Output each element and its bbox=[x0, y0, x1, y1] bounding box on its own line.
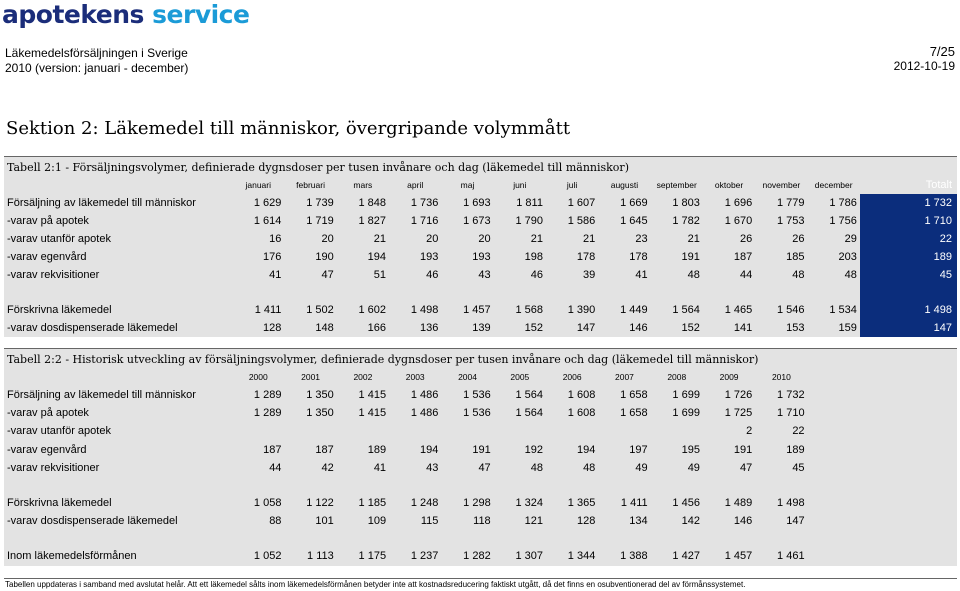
row-label: Försäljning av läkemedel till människor bbox=[4, 194, 232, 212]
row-blank bbox=[808, 547, 957, 565]
cell-value: 1 753 bbox=[755, 212, 807, 230]
table2-header-row bbox=[4, 368, 957, 386]
cell-value: 194 bbox=[337, 248, 389, 266]
month-header: maj bbox=[441, 176, 493, 194]
spacer bbox=[4, 530, 957, 547]
cell-value: 1 564 bbox=[651, 301, 703, 319]
header-blank bbox=[4, 176, 232, 194]
table2-title-row bbox=[4, 349, 957, 368]
year-header: 2001 bbox=[284, 368, 336, 386]
cell-value: 21 bbox=[651, 230, 703, 248]
cell-value: 1 586 bbox=[546, 212, 598, 230]
cell-value: 128 bbox=[232, 319, 284, 337]
cell-value: 46 bbox=[494, 266, 546, 284]
cell-value: 20 bbox=[284, 230, 336, 248]
cell-value: 51 bbox=[337, 266, 389, 284]
cell-value bbox=[232, 422, 284, 440]
cell-value: 1 344 bbox=[546, 547, 598, 565]
cell-value: 1 456 bbox=[651, 494, 703, 512]
cell-value: 166 bbox=[337, 319, 389, 337]
cell-value: 1 710 bbox=[755, 404, 807, 422]
cell-value: 101 bbox=[284, 512, 336, 530]
cell-value: 1 564 bbox=[494, 404, 546, 422]
cell-value: 1 415 bbox=[337, 386, 389, 404]
cell-value: 1 669 bbox=[598, 194, 650, 212]
cell-value: 142 bbox=[651, 512, 703, 530]
cell-value: 1 282 bbox=[441, 547, 493, 565]
table-row bbox=[4, 547, 957, 565]
month-header: februari bbox=[284, 176, 336, 194]
month-header: april bbox=[389, 176, 441, 194]
cell-value: 187 bbox=[232, 441, 284, 459]
cell-value: 1 289 bbox=[232, 404, 284, 422]
cell-value: 198 bbox=[494, 248, 546, 266]
cell-value: 1 289 bbox=[232, 386, 284, 404]
table2-title: Tabell 2:2 - Historisk utveckling av försäljningsvolymer, definierade dygnsdoser per tusen invånare och dag (läkemedel till människor) bbox=[4, 349, 957, 368]
cell-value: 1 457 bbox=[703, 547, 755, 565]
cell-value: 1 350 bbox=[284, 386, 336, 404]
cell-value: 48 bbox=[494, 459, 546, 477]
cell-value: 118 bbox=[441, 512, 493, 530]
cell-value: 1 608 bbox=[546, 404, 598, 422]
cell-value: 1 365 bbox=[546, 494, 598, 512]
cell-value: 192 bbox=[494, 441, 546, 459]
cell-value: 21 bbox=[494, 230, 546, 248]
cell-value: 1 465 bbox=[703, 301, 755, 319]
cell-value: 128 bbox=[546, 512, 598, 530]
cell-value: 1 645 bbox=[598, 212, 650, 230]
cell-value: 1 536 bbox=[441, 386, 493, 404]
cell-value: 187 bbox=[703, 248, 755, 266]
cell-value: 43 bbox=[441, 266, 493, 284]
table-row bbox=[4, 422, 957, 440]
cell-value: 49 bbox=[598, 459, 650, 477]
cell-value: 26 bbox=[755, 230, 807, 248]
row-total: 1 498 bbox=[860, 301, 957, 319]
cell-value: 195 bbox=[651, 441, 703, 459]
cell-value: 47 bbox=[703, 459, 755, 477]
cell-value bbox=[389, 422, 441, 440]
cell-value: 193 bbox=[441, 248, 493, 266]
row-label: -varav utanför apotek bbox=[4, 422, 232, 440]
cell-value: 178 bbox=[546, 248, 598, 266]
cell-value: 23 bbox=[598, 230, 650, 248]
year-header: 2000 bbox=[232, 368, 284, 386]
cell-value: 115 bbox=[389, 512, 441, 530]
table1-title-row bbox=[4, 157, 957, 176]
report-header bbox=[5, 46, 188, 76]
cell-value bbox=[441, 422, 493, 440]
cell-value: 1 673 bbox=[441, 212, 493, 230]
row-total: 22 bbox=[860, 230, 957, 248]
cell-value: 1 390 bbox=[546, 301, 598, 319]
cell-value: 1 779 bbox=[755, 194, 807, 212]
cell-value: 48 bbox=[546, 459, 598, 477]
report-title: Läkemedelsförsäljningen i Sverige bbox=[5, 46, 188, 60]
row-label: -varav egenvård bbox=[4, 441, 232, 459]
cell-value: 1 324 bbox=[494, 494, 546, 512]
cell-value: 1 725 bbox=[703, 404, 755, 422]
cell-value: 44 bbox=[232, 459, 284, 477]
cell-value: 1 411 bbox=[232, 301, 284, 319]
cell-value: 2 bbox=[703, 422, 755, 440]
cell-value: 147 bbox=[546, 319, 598, 337]
cell-value: 1 602 bbox=[337, 301, 389, 319]
cell-value: 29 bbox=[808, 230, 860, 248]
cell-value: 39 bbox=[546, 266, 598, 284]
cell-value bbox=[546, 422, 598, 440]
logo-main-text: apotekens bbox=[2, 0, 144, 29]
cell-value: 193 bbox=[389, 248, 441, 266]
cell-value: 1 113 bbox=[284, 547, 336, 565]
cell-value: 1 782 bbox=[651, 212, 703, 230]
row-label: Förskrivna läkemedel bbox=[4, 494, 232, 512]
cell-value: 1 449 bbox=[598, 301, 650, 319]
cell-value: 1 848 bbox=[337, 194, 389, 212]
row-total: 147 bbox=[860, 319, 957, 337]
spacer-row bbox=[4, 530, 957, 547]
cell-value: 109 bbox=[337, 512, 389, 530]
table-row bbox=[4, 194, 957, 212]
cell-value: 1 607 bbox=[546, 194, 598, 212]
month-header: december bbox=[808, 176, 860, 194]
spacer-total bbox=[860, 284, 957, 301]
cell-value: 1 739 bbox=[284, 194, 336, 212]
cell-value: 48 bbox=[755, 266, 807, 284]
cell-value: 1 498 bbox=[755, 494, 807, 512]
year-header: 2007 bbox=[598, 368, 650, 386]
cell-value: 1 568 bbox=[494, 301, 546, 319]
cell-value: 1 786 bbox=[808, 194, 860, 212]
cell-value: 152 bbox=[494, 319, 546, 337]
cell-value: 48 bbox=[808, 266, 860, 284]
cell-value: 1 415 bbox=[337, 404, 389, 422]
cell-value: 1 486 bbox=[389, 386, 441, 404]
cell-value: 88 bbox=[232, 512, 284, 530]
row-label: -varav dosdispenserade läkemedel bbox=[4, 319, 232, 337]
row-blank bbox=[808, 404, 957, 422]
row-total: 1 732 bbox=[860, 194, 957, 212]
cell-value: 136 bbox=[389, 319, 441, 337]
month-header: augusti bbox=[598, 176, 650, 194]
cell-value: 49 bbox=[651, 459, 703, 477]
row-label: -varav egenvård bbox=[4, 248, 232, 266]
cell-value: 176 bbox=[232, 248, 284, 266]
cell-value: 1 719 bbox=[284, 212, 336, 230]
cell-value: 1 658 bbox=[598, 404, 650, 422]
table-row bbox=[4, 386, 957, 404]
total-header: Totalt bbox=[860, 176, 957, 194]
row-total: 45 bbox=[860, 266, 957, 284]
cell-value: 1 756 bbox=[808, 212, 860, 230]
cell-value: 1 670 bbox=[703, 212, 755, 230]
cell-value: 1 564 bbox=[494, 386, 546, 404]
cell-value: 1 237 bbox=[389, 547, 441, 565]
row-blank bbox=[808, 512, 957, 530]
cell-value: 1 461 bbox=[755, 547, 807, 565]
year-header: 2009 bbox=[703, 368, 755, 386]
spacer bbox=[4, 284, 860, 301]
month-header: juli bbox=[546, 176, 598, 194]
year-header: 2006 bbox=[546, 368, 598, 386]
apotekens-service-logo bbox=[2, 0, 249, 29]
row-label: -varav på apotek bbox=[4, 212, 232, 230]
table-row bbox=[4, 404, 957, 422]
header-blank bbox=[4, 368, 232, 386]
spacer-row bbox=[4, 477, 957, 494]
cell-value: 189 bbox=[755, 441, 807, 459]
table-row bbox=[4, 512, 957, 530]
table1-title: Tabell 2:1 - Försäljningsvolymer, definierade dygnsdoser per tusen invånare och dag (läkemedel till människor) bbox=[4, 157, 957, 176]
table-row bbox=[4, 301, 957, 319]
cell-value: 1 536 bbox=[441, 404, 493, 422]
row-blank bbox=[808, 459, 957, 477]
row-label: Inom läkemedelsförmånen bbox=[4, 547, 232, 565]
cell-value: 1 716 bbox=[389, 212, 441, 230]
row-label: Försäljning av läkemedel till människor bbox=[4, 386, 232, 404]
cell-value: 191 bbox=[441, 441, 493, 459]
cell-value bbox=[337, 422, 389, 440]
cell-value: 20 bbox=[389, 230, 441, 248]
cell-value: 1 827 bbox=[337, 212, 389, 230]
footnote: Tabellen uppdateras i samband med avslutat helår. Att ett läkemedel sålts inom läkemedelsförmånen betyder inte att kostnadsreducering faktiskt utgått, då det finns en osubventionerad del av förmånssystemet. bbox=[5, 580, 746, 589]
cell-value: 1 658 bbox=[598, 386, 650, 404]
cell-value: 45 bbox=[755, 459, 807, 477]
month-header: november bbox=[755, 176, 807, 194]
table-row bbox=[4, 266, 957, 284]
cell-value: 1 350 bbox=[284, 404, 336, 422]
year-header: 2010 bbox=[755, 368, 807, 386]
cell-value: 1 307 bbox=[494, 547, 546, 565]
row-label: -varav dosdispenserade läkemedel bbox=[4, 512, 232, 530]
table-row bbox=[4, 230, 957, 248]
month-header: september bbox=[651, 176, 703, 194]
month-header: juni bbox=[494, 176, 546, 194]
year-header: 2003 bbox=[389, 368, 441, 386]
cell-value: 187 bbox=[284, 441, 336, 459]
cell-value: 1 699 bbox=[651, 404, 703, 422]
row-label: -varav utanför apotek bbox=[4, 230, 232, 248]
row-label: -varav rekvisitioner bbox=[4, 266, 232, 284]
cell-value: 1 298 bbox=[441, 494, 493, 512]
month-header: oktober bbox=[703, 176, 755, 194]
table-2-1 bbox=[4, 157, 957, 337]
month-header: mars bbox=[337, 176, 389, 194]
row-blank bbox=[808, 441, 957, 459]
cell-value bbox=[284, 422, 336, 440]
cell-value: 194 bbox=[389, 441, 441, 459]
cell-value: 1 696 bbox=[703, 194, 755, 212]
cell-value: 178 bbox=[598, 248, 650, 266]
report-version: 2010 (version: januari - december) bbox=[5, 61, 189, 75]
cell-value: 189 bbox=[337, 441, 389, 459]
cell-value: 1 534 bbox=[808, 301, 860, 319]
cell-value: 46 bbox=[389, 266, 441, 284]
logo-service-text: service bbox=[152, 0, 250, 29]
cell-value: 146 bbox=[703, 512, 755, 530]
table2-bottom-rule bbox=[4, 578, 957, 579]
cell-value: 43 bbox=[389, 459, 441, 477]
section-title: Sektion 2: Läkemedel till människor, övergripande volymmått bbox=[6, 118, 571, 139]
row-total: 189 bbox=[860, 248, 957, 266]
cell-value: 20 bbox=[441, 230, 493, 248]
cell-value: 41 bbox=[232, 266, 284, 284]
cell-value: 159 bbox=[808, 319, 860, 337]
cell-value: 139 bbox=[441, 319, 493, 337]
month-header: januari bbox=[232, 176, 284, 194]
cell-value: 1 726 bbox=[703, 386, 755, 404]
table-row bbox=[4, 248, 957, 266]
cell-value: 1 427 bbox=[651, 547, 703, 565]
cell-value: 47 bbox=[441, 459, 493, 477]
cell-value: 141 bbox=[703, 319, 755, 337]
row-label: -varav på apotek bbox=[4, 404, 232, 422]
cell-value: 48 bbox=[651, 266, 703, 284]
year-header: 2004 bbox=[441, 368, 493, 386]
cell-value: 1 608 bbox=[546, 386, 598, 404]
cell-value: 134 bbox=[598, 512, 650, 530]
table-row bbox=[4, 459, 957, 477]
cell-value: 190 bbox=[284, 248, 336, 266]
cell-value: 197 bbox=[598, 441, 650, 459]
table1-header-row bbox=[4, 176, 957, 194]
cell-value bbox=[651, 422, 703, 440]
spacer bbox=[4, 477, 957, 494]
cell-value: 1 185 bbox=[337, 494, 389, 512]
cell-value: 1 248 bbox=[389, 494, 441, 512]
cell-value: 21 bbox=[546, 230, 598, 248]
cell-value: 1 693 bbox=[441, 194, 493, 212]
cell-value: 191 bbox=[703, 441, 755, 459]
cell-value: 1 122 bbox=[284, 494, 336, 512]
cell-value: 47 bbox=[284, 266, 336, 284]
page-number: 7/25 bbox=[929, 44, 955, 59]
cell-value: 1 058 bbox=[232, 494, 284, 512]
cell-value: 42 bbox=[284, 459, 336, 477]
cell-value: 191 bbox=[651, 248, 703, 266]
cell-value: 1 052 bbox=[232, 547, 284, 565]
page-info bbox=[894, 44, 955, 74]
cell-value: 1 811 bbox=[494, 194, 546, 212]
spacer-row bbox=[4, 284, 957, 301]
cell-value: 203 bbox=[808, 248, 860, 266]
cell-value: 121 bbox=[494, 512, 546, 530]
report-date: 2012-10-19 bbox=[893, 59, 955, 73]
row-blank bbox=[808, 422, 957, 440]
cell-value: 185 bbox=[755, 248, 807, 266]
table-row bbox=[4, 319, 957, 337]
row-total: 1 710 bbox=[860, 212, 957, 230]
cell-value: 1 790 bbox=[494, 212, 546, 230]
cell-value: 1 457 bbox=[441, 301, 493, 319]
cell-value: 147 bbox=[755, 512, 807, 530]
cell-value: 44 bbox=[703, 266, 755, 284]
row-label: -varav rekvisitioner bbox=[4, 459, 232, 477]
year-header: 2005 bbox=[494, 368, 546, 386]
cell-value: 21 bbox=[337, 230, 389, 248]
cell-value: 41 bbox=[598, 266, 650, 284]
table-2-2 bbox=[4, 349, 957, 566]
cell-value: 146 bbox=[598, 319, 650, 337]
year-header: 2008 bbox=[651, 368, 703, 386]
cell-value: 1 489 bbox=[703, 494, 755, 512]
cell-value: 26 bbox=[703, 230, 755, 248]
table-row bbox=[4, 494, 957, 512]
row-blank bbox=[808, 494, 957, 512]
cell-value: 1 175 bbox=[337, 547, 389, 565]
year-header: 2002 bbox=[337, 368, 389, 386]
cell-value: 1 803 bbox=[651, 194, 703, 212]
cell-value: 152 bbox=[651, 319, 703, 337]
header-blank bbox=[808, 368, 957, 386]
cell-value: 1 546 bbox=[755, 301, 807, 319]
cell-value: 1 614 bbox=[232, 212, 284, 230]
table-row bbox=[4, 212, 957, 230]
table-row bbox=[4, 441, 957, 459]
cell-value: 1 388 bbox=[598, 547, 650, 565]
row-label: Förskrivna läkemedel bbox=[4, 301, 232, 319]
cell-value: 148 bbox=[284, 319, 336, 337]
cell-value: 1 411 bbox=[598, 494, 650, 512]
cell-value: 1 498 bbox=[389, 301, 441, 319]
cell-value: 41 bbox=[337, 459, 389, 477]
cell-value: 1 699 bbox=[651, 386, 703, 404]
row-blank bbox=[808, 386, 957, 404]
cell-value: 194 bbox=[546, 441, 598, 459]
cell-value: 1 736 bbox=[389, 194, 441, 212]
cell-value: 1 629 bbox=[232, 194, 284, 212]
cell-value: 22 bbox=[755, 422, 807, 440]
cell-value: 153 bbox=[755, 319, 807, 337]
cell-value bbox=[598, 422, 650, 440]
cell-value bbox=[494, 422, 546, 440]
cell-value: 1 732 bbox=[755, 386, 807, 404]
cell-value: 1 502 bbox=[284, 301, 336, 319]
cell-value: 1 486 bbox=[389, 404, 441, 422]
cell-value: 16 bbox=[232, 230, 284, 248]
